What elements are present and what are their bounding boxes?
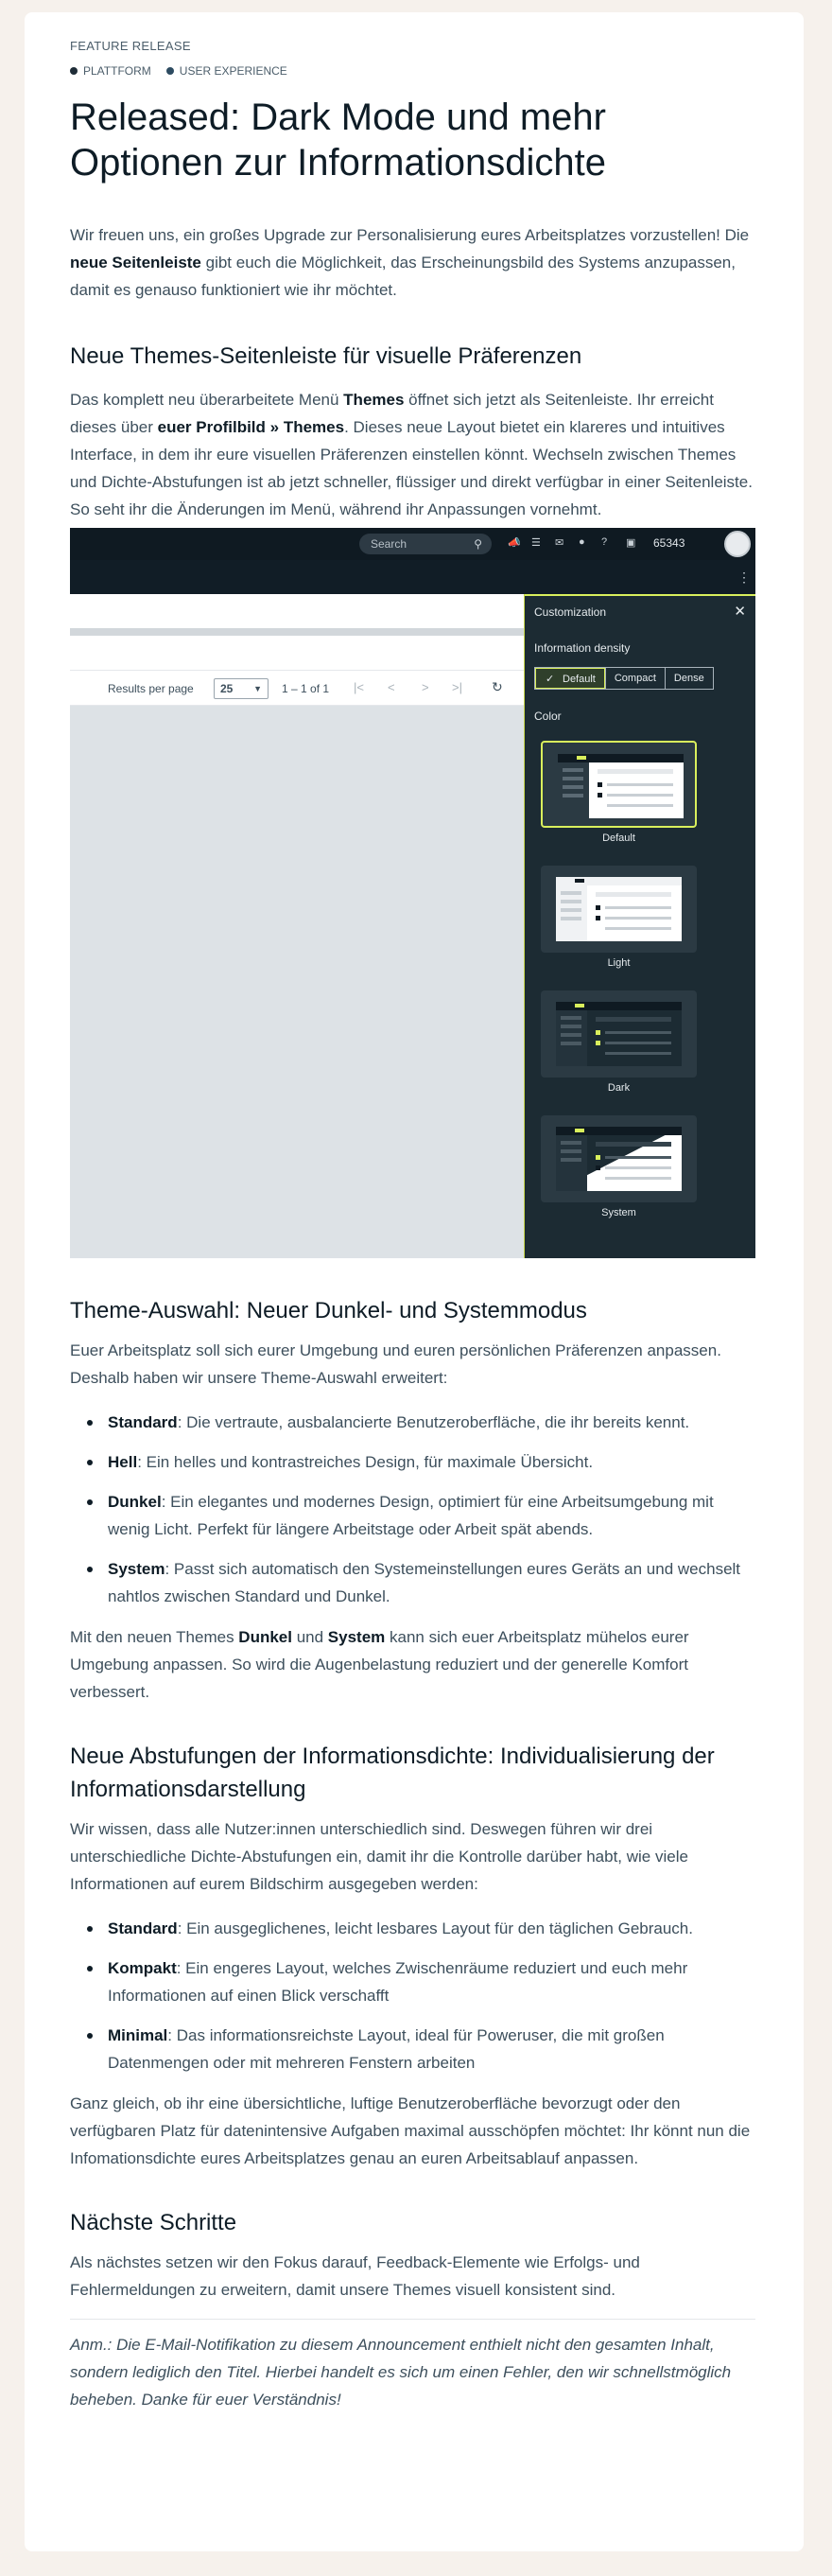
theme-outro-paragraph: [70, 1623, 755, 1706]
text: und: [291, 1628, 328, 1646]
results-per-page-value: 25: [220, 682, 234, 695]
theme-preview-light: [556, 877, 682, 941]
chat-icon[interactable]: ✉: [555, 537, 564, 549]
intro-bold: neue Seitenleiste: [70, 254, 201, 272]
theme-label-dark: Dark: [607, 1082, 631, 1094]
table-pagination: [70, 670, 524, 706]
close-icon[interactable]: ✕: [734, 604, 746, 620]
tasks-icon[interactable]: ☰: [531, 537, 541, 549]
density-segmented-control: [534, 667, 714, 690]
list-term: Standard: [108, 1413, 178, 1431]
theme-selection-paragraph: Euer Arbeitsplatz soll sich eurer Umgebung und euren persönlichen Präferenzen anpassen. Deshalb haben wir unsere Theme-Auswahl erweitert:: [70, 1341, 721, 1387]
section-heading-next-steps: Nächste Schritte: [70, 2210, 237, 2235]
section-heading-theme-selection: Theme-Auswahl: Neuer Dunkel- und Systemmodus: [70, 1298, 587, 1323]
chevron-down-icon: ▼: [253, 684, 262, 693]
more-vert-icon[interactable]: ⋮: [737, 570, 751, 585]
density-option-compact[interactable]: Compact: [605, 668, 665, 689]
list-item: [70, 1915, 755, 1942]
results-per-page-select[interactable]: [214, 678, 269, 699]
search-icon: ⚲: [474, 537, 482, 551]
list-item: [70, 1448, 755, 1476]
theme-list: [70, 1409, 755, 1610]
last-page-icon[interactable]: >|: [452, 680, 462, 694]
text: öffnet sich jetzt als Seitenleiste. Ihr erreicht dieses über: [70, 391, 714, 436]
list-item: [70, 1954, 755, 2009]
density-paragraph: Wir wissen, dass alle Nutzer:innen unterschiedlich sind. Deswegen führen wir drei unterschiedliche Dichte-Abstufungen ein, damit ihr die Kontrolle darüber habt, wie viele Informationen auf eurem Bildschirm ausgegeben werden:: [70, 1820, 688, 1893]
text: kann sich euer Arbeitsplatz mühelos eurer Umgebung anpassen. So wird die Augenbelastung reduziert und der generelle Komfort verbessert.: [70, 1628, 689, 1701]
points-counter: 65343: [653, 536, 685, 550]
list-text: : Passt sich automatisch den Systemeinstellungen eures Geräts an und wechselt nahtlos zwischen Standard und Dunkel.: [108, 1560, 741, 1605]
search-input[interactable]: [359, 534, 492, 554]
theme-card-light[interactable]: [541, 866, 697, 953]
text: . Dieses neue Layout bietet ein klareres und intuitives Interface, in dem ihr eure visuellen Präferenzen einstellen könnt. Wechseln zwischen Themes und Dichte-Abstufungen ist ab jetzt schneller, flüssiger und direkt verfügbar in einer Seitenleiste. So seht ihr die Änderungen im Menü, während ihr Anpassungen vornehmt.: [70, 418, 753, 518]
text: Mit den neuen Themes: [70, 1628, 239, 1646]
eyebrow: FEATURE RELEASE: [70, 39, 191, 53]
tag-label: USER EXPERIENCE: [179, 64, 287, 78]
list-text: : Ein ausgeglichenes, leicht lesbares Layout für den täglichen Gebrauch.: [177, 1919, 693, 1937]
list-text: : Das informationsreichste Layout, ideal für Poweruser, die mit großen Datenmengen oder mit mehreren Fenstern arbeiten: [108, 2026, 665, 2072]
list-item: [70, 1409, 755, 1436]
list-text: : Die vertraute, ausbalancierte Benutzeroberfläche, die ihr bereits kennt.: [177, 1413, 690, 1431]
table-row: [70, 636, 524, 670]
page-range: 1 – 1 of 1: [282, 682, 330, 695]
theme-card-default[interactable]: [541, 741, 697, 828]
list-text: : Ein engeres Layout, welches Zwischenräume reduziert und euch mehr Informationen auf einen Blick verschafft: [108, 1959, 688, 2005]
list-term: Standard: [108, 1919, 178, 1937]
list-term: Dunkel: [108, 1493, 162, 1511]
intro-paragraph: [70, 221, 755, 304]
list-text: : Ein helles und kontrastreiches Design, für maximale Übersicht.: [137, 1453, 594, 1471]
density-label: Information density: [534, 641, 631, 655]
list-item: [70, 1555, 755, 1610]
bold-text: System: [327, 1628, 386, 1646]
divider: [70, 2319, 755, 2320]
results-per-page-label: Results per page: [108, 682, 194, 695]
table-toolbar: [70, 594, 524, 628]
section-heading-themes: Neue Themes-Seitenleiste für visuelle Präferenzen: [70, 343, 582, 369]
wallet-icon[interactable]: ▣: [626, 537, 636, 549]
color-label: Color: [534, 710, 562, 723]
panel-accent-bar: [525, 594, 755, 596]
bold-text: Themes: [343, 391, 405, 409]
megaphone-icon[interactable]: 📣: [508, 537, 521, 549]
customization-screenshot: [70, 528, 755, 1258]
bold-text: Dunkel: [238, 1628, 292, 1646]
theme-preview-system: [556, 1127, 682, 1191]
article-card: [25, 12, 804, 2551]
app-topbar: [70, 528, 755, 560]
tag-dot-icon: [70, 67, 78, 75]
bold-text: euer Profilbild » Themes: [157, 418, 345, 436]
density-option-label: Default: [563, 674, 596, 685]
intro-text-2: gibt euch die Möglichkeit, das Erscheinungsbild des Systems anzupassen, damit es genauso funktioniert wie ihr möchtet.: [70, 254, 736, 299]
density-outro-paragraph: Ganz gleich, ob ihr eine übersichtliche, luftige Benutzeroberfläche bevorzugt oder den verfügbaren Platz für datenintensive Aufgaben maximal ausschöpfen möchtet: Ihr könnt nun die Infomationsdichte eures Arbeitsplatzes genau an euren Arbeitsablauf anpassen.: [70, 2094, 751, 2167]
theme-label-system: System: [601, 1207, 636, 1218]
theme-preview-dark: [556, 1002, 682, 1066]
refresh-icon[interactable]: ↻: [492, 679, 503, 694]
search-placeholder: Search: [371, 537, 407, 551]
page-title: Released: Dark Mode und mehr Optionen zur Informationsdichte: [70, 96, 606, 184]
list-item: [70, 2022, 755, 2077]
list-term: Kompakt: [108, 1959, 177, 1977]
list-term: System: [108, 1560, 165, 1578]
theme-card-system[interactable]: [541, 1115, 697, 1202]
tag-dot-icon: [166, 67, 174, 75]
list-item: [70, 1488, 755, 1543]
list-text: : Ein elegantes und modernes Design, optimiert für eine Arbeitsumgebung mit wenig Licht. Perfekt für längere Arbeitstage oder Arbeit spät abends.: [108, 1493, 714, 1538]
panel-title: Customization: [534, 605, 607, 619]
theme-card-dark[interactable]: [541, 990, 697, 1078]
next-page-icon[interactable]: >: [422, 680, 429, 694]
next-steps-paragraph: Als nächstes setzen wir den Fokus darauf, Feedback-Elemente wie Erfolgs- und Fehlermeldungen zu erweitern, damit unsere Themes visuell konsistent sind.: [70, 2253, 640, 2299]
density-option-default[interactable]: [535, 668, 605, 689]
table-divider: [70, 628, 524, 636]
list-term: Minimal: [108, 2026, 168, 2044]
density-option-dense[interactable]: Dense: [665, 668, 713, 689]
tag-list: [70, 64, 755, 78]
theme-label-default: Default: [602, 832, 635, 844]
first-page-icon[interactable]: |<: [354, 680, 364, 694]
intro-text: Wir freuen uns, ein großes Upgrade zur Personalisierung eures Arbeitsplatzes vorzustellen! Die: [70, 226, 750, 244]
tag-label: PLATTFORM: [83, 64, 151, 78]
themes-paragraph: [70, 386, 755, 523]
theme-preview-default: [558, 754, 684, 818]
footnote: Anm.: Die E-Mail-Notifikation zu diesem Announcement enthielt nicht den gesamten Inhalt, sondern lediglich den Titel. Hierbei handelt es sich um einen Fehler, den wir schnellstmöglich beheben. Danke für euer Verständnis!: [70, 2336, 732, 2409]
bell-icon[interactable]: ●: [579, 536, 585, 548]
avatar[interactable]: [724, 531, 751, 557]
customization-panel: [524, 594, 755, 1258]
theme-label-light: Light: [607, 957, 631, 969]
tag-platform[interactable]: [70, 64, 151, 78]
section-heading-density: Neue Abstufungen der Informationsdichte: Individualisierung der Informationsdarstellung: [70, 1744, 715, 1802]
list-term: Hell: [108, 1453, 138, 1471]
check-icon: ✓: [546, 674, 555, 685]
article-content: [70, 39, 755, 2413]
tag-ux[interactable]: [166, 64, 287, 78]
density-list: [70, 1915, 755, 2077]
text: Das komplett neu überarbeitete Menü: [70, 391, 344, 409]
app-subbar: [70, 560, 755, 594]
prev-page-icon[interactable]: <: [388, 680, 395, 694]
help-icon[interactable]: ?: [601, 536, 608, 548]
